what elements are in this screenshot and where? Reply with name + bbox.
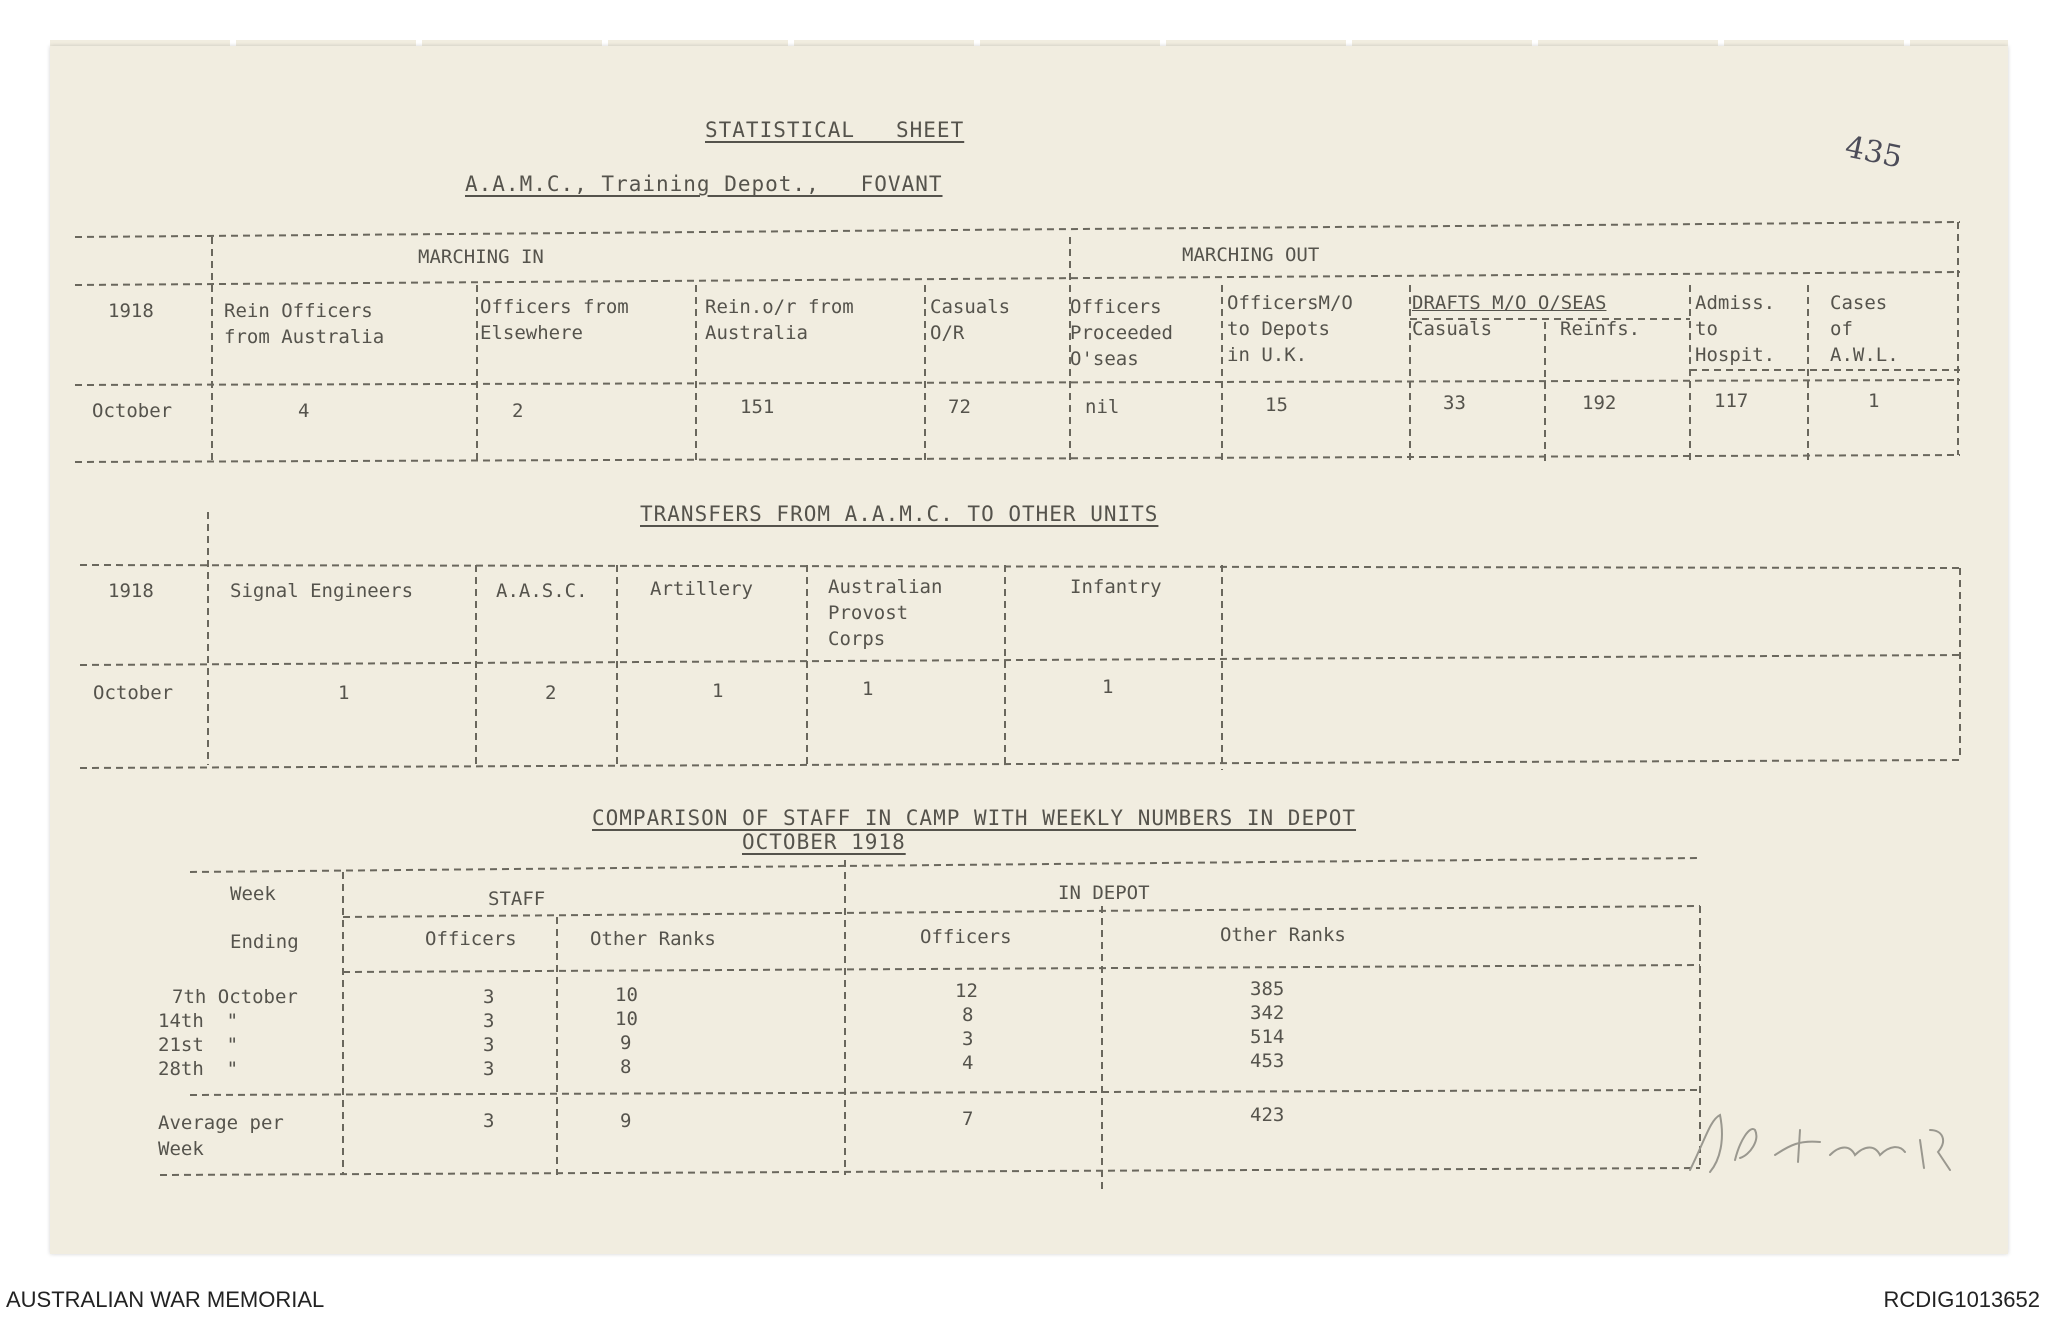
drafts-header: DRAFTS M/O O/SEAS (1412, 292, 1607, 314)
t3-depot-other-2: 342 (1250, 1002, 1285, 1024)
t2-infantry-value: 1 (1102, 676, 1114, 698)
t1-officers-elsewhere-value: 2 (512, 400, 524, 422)
t2-col-signal-engineers: Signal Engineers (230, 580, 414, 602)
col-casuals: Casuals (1412, 318, 1493, 340)
t3-week-4: 28th " (158, 1058, 239, 1080)
t3-depot-header: IN DEPOT (1058, 882, 1150, 904)
t3-week-2: 14th " (158, 1010, 239, 1032)
t3-staff-header: STAFF (488, 888, 546, 910)
t3-average-staff-officers: 3 (483, 1110, 495, 1132)
t1-casuals-or-value: 72 (948, 396, 971, 418)
t3-depot-officers-4: 4 (962, 1052, 974, 1074)
t3-staff-officers-1: 3 (483, 986, 495, 1008)
t1-reinfs-value: 192 (1582, 392, 1617, 414)
col-casuals-or: Casuals O/R (930, 296, 1011, 344)
page-number: 435 (1841, 129, 1906, 176)
t3-staff-other-1: 10 (615, 984, 638, 1006)
handwritten-signature (1680, 1100, 1970, 1180)
t3-staff-other-3: 9 (620, 1032, 632, 1054)
t3-staff-officers-4: 3 (483, 1058, 495, 1080)
t3-depot-other-header: Other Ranks (1220, 924, 1346, 946)
comparison-title: COMPARISON OF STAFF IN CAMP WITH WEEKLY NUMBERS IN DEPOT (592, 806, 1357, 830)
t3-week-3: 21st " (158, 1034, 239, 1056)
marching-in-header: MARCHING IN (418, 246, 544, 268)
t3-depot-other-4: 453 (1250, 1050, 1285, 1072)
t3-depot-officers-2: 8 (962, 1004, 974, 1026)
col-year: 1918 (108, 300, 154, 322)
col-admiss-hospit: Admiss. to Hospit. (1695, 292, 1776, 366)
t1-casuals-value: 33 (1443, 392, 1466, 414)
t2-col-infantry: Infantry (1070, 576, 1162, 598)
t1-officers-depots-value: 15 (1265, 394, 1288, 416)
t1-admiss-value: 117 (1714, 390, 1749, 412)
t3-average-depot-officers: 7 (962, 1108, 974, 1130)
t3-depot-officers-3: 3 (962, 1028, 974, 1050)
document-title: STATISTICAL SHEET (705, 118, 965, 142)
t2-col-provost-corps: Australian Provost Corps (828, 576, 943, 650)
t3-depot-officers-1: 12 (955, 980, 978, 1002)
t1-officers-proceeded-value: nil (1085, 396, 1120, 418)
t3-average-label: Average per Week (158, 1112, 284, 1160)
col-rein-or: Rein.o/r from Australia (705, 296, 854, 344)
col-officers-elsewhere: Officers from Elsewhere (480, 296, 629, 344)
t1-rein-or-value: 151 (740, 396, 775, 418)
t1-row-month: October (92, 400, 173, 422)
col-reinfs: Reinfs. (1560, 318, 1641, 340)
t3-average-depot-other: 423 (1250, 1104, 1285, 1126)
t3-week-1: 7th October (172, 986, 298, 1008)
t3-staff-officers-3: 3 (483, 1034, 495, 1056)
col-rein-officers: Rein Officers from Australia (224, 300, 385, 348)
transfers-title: TRANSFERS FROM A.A.M.C. TO OTHER UNITS (640, 502, 1159, 526)
t3-staff-other-2: 10 (615, 1008, 638, 1030)
t1-awl-value: 1 (1868, 390, 1880, 412)
t3-average-staff-other: 9 (620, 1110, 632, 1132)
t3-week-header: Week Ending (230, 883, 299, 953)
t2-col-aasc: A.A.S.C. (496, 580, 588, 602)
document-subtitle: A.A.M.C., Training Depot., FOVANT (465, 172, 943, 196)
col-officers-proceeded: Officers Proceeded O'seas (1070, 296, 1173, 370)
t2-provost-value: 1 (862, 678, 874, 700)
footer-institution: AUSTRALIAN WAR MEMORIAL (6, 1287, 325, 1312)
t3-staff-officers-2: 3 (483, 1010, 495, 1032)
col-officers-depots: OfficersM/O to Depots in U.K. (1227, 292, 1353, 366)
comparison-subtitle: OCTOBER 1918 (742, 830, 906, 854)
col-cases-awl: Cases of A.W.L. (1830, 292, 1899, 366)
marching-out-header: MARCHING OUT (1182, 244, 1320, 266)
t2-artillery-value: 1 (712, 680, 724, 702)
t2-signal-value: 1 (338, 682, 350, 704)
t1-rein-officers-value: 4 (298, 400, 310, 422)
t3-staff-other-header: Other Ranks (590, 928, 716, 950)
t2-col-year: 1918 (108, 580, 154, 602)
t3-staff-other-4: 8 (620, 1056, 632, 1078)
t3-depot-other-1: 385 (1250, 978, 1285, 1000)
t3-depot-officers-header: Officers (920, 926, 1012, 948)
footer-record-id: RCDIG1013652 (1883, 1287, 2040, 1312)
t2-aasc-value: 2 (545, 682, 557, 704)
t2-row-month: October (93, 682, 174, 704)
t3-staff-officers-header: Officers (425, 928, 517, 950)
t3-depot-other-3: 514 (1250, 1026, 1285, 1048)
t2-col-artillery: Artillery (650, 578, 753, 600)
